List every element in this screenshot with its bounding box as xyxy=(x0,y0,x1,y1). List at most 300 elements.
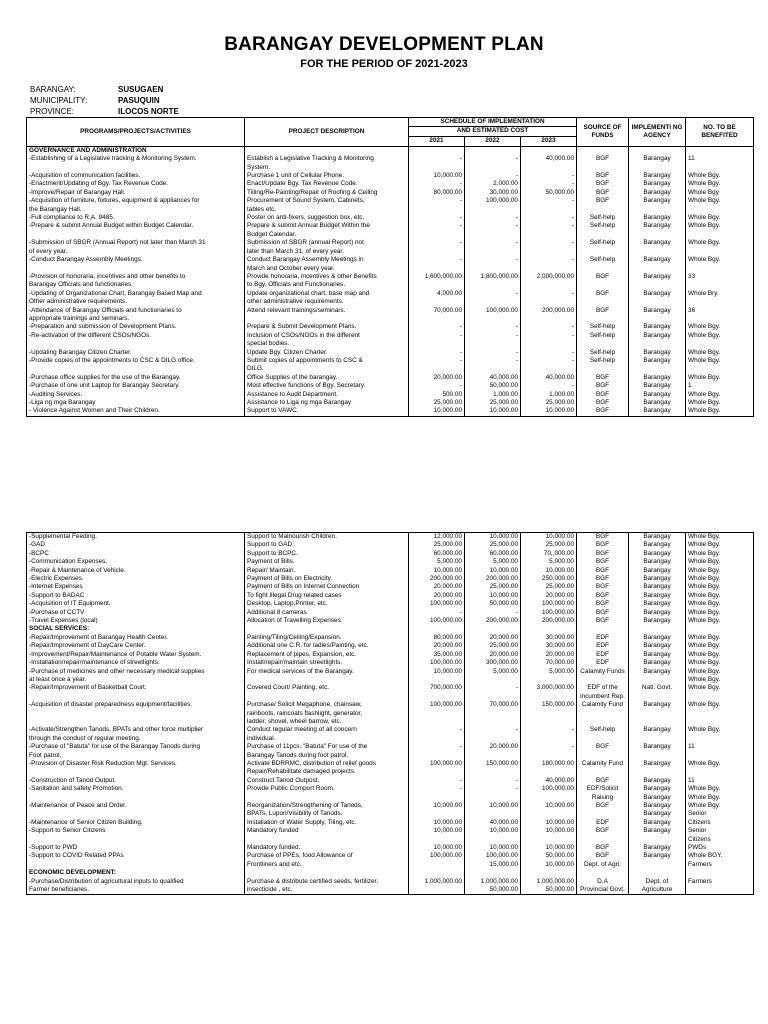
cell-source-of-funds xyxy=(577,340,629,348)
cell-program: -Repair & Maintenance of Vehicle. xyxy=(27,567,245,575)
cell-program: -Maintenance of Peace and Order. xyxy=(27,802,245,810)
cell-cost-2023: 70,000.00 xyxy=(521,659,577,667)
cell-program: -Improve/Repair of Barangay Hall. xyxy=(27,189,245,197)
cell-implementing-agency xyxy=(629,710,686,718)
cell-source-of-funds: EDF xyxy=(577,634,629,642)
cell-cost-2023: 30,000.00 xyxy=(521,634,577,642)
cell-cost-2021: 1,000,000.00 xyxy=(409,878,465,886)
cell-cost-2021 xyxy=(409,735,465,743)
cell-benefited xyxy=(686,886,754,895)
cell-program xyxy=(27,861,245,869)
cell-source-of-funds: BGF xyxy=(577,609,629,617)
cell-cost-2022: 10,000.00 xyxy=(465,567,521,575)
cell-cost-2022: - xyxy=(465,357,521,365)
cell-cost-2022: 10,000.00 xyxy=(465,827,521,835)
cell-program: -Internet Expenses xyxy=(27,583,245,591)
cell-implementing-agency: Barangay xyxy=(629,273,686,281)
cell-cost-2022: - xyxy=(465,785,521,793)
table-row xyxy=(27,743,754,751)
cell-program: -Updating Barangay Citizen Charter. xyxy=(27,349,245,357)
cell-benefited xyxy=(686,206,754,214)
cell-implementing-agency: Barangay xyxy=(629,323,686,331)
cell-description: Submission of SBGR (annual Report) not xyxy=(245,239,409,247)
cell-cost-2023 xyxy=(521,365,577,373)
cell-description: Frontliners and etc. xyxy=(245,861,409,869)
cell-description xyxy=(245,676,409,684)
cell-cost-2022: 2,000.00 xyxy=(465,180,521,188)
cell-cost-2021: - xyxy=(409,222,465,230)
cell-benefited: Whole Bgy. xyxy=(686,802,754,810)
table-row xyxy=(27,256,754,264)
cell-benefited xyxy=(686,718,754,726)
cell-cost-2023: 2,000,000.00 xyxy=(521,273,577,281)
table-row xyxy=(27,726,754,734)
cell-source-of-funds: Provincial Govt. xyxy=(577,886,629,895)
cell-description: Purchase/ Solicit Megaphone, chainsaw, xyxy=(245,701,409,709)
cell-benefited: Whole Bgy. xyxy=(686,180,754,188)
cell-program xyxy=(27,231,245,239)
cell-description: Office Supplies of the barangay. xyxy=(245,374,409,382)
municipality-row xyxy=(30,95,179,106)
cell-benefited xyxy=(686,752,754,760)
cell-cost-2021 xyxy=(409,164,465,172)
cell-cost-2022: 10,000.00 xyxy=(465,802,521,810)
cell-implementing-agency: Barangay xyxy=(629,307,686,315)
cell-cost-2022: - xyxy=(465,609,521,617)
cell-description: Payment of Bills on Electricity. xyxy=(245,575,409,583)
cell-implementing-agency: Barangay xyxy=(629,785,686,793)
cell-cost-2021 xyxy=(409,886,465,895)
cell-cost-2021: - xyxy=(409,197,465,205)
table-row xyxy=(27,146,754,155)
table-row xyxy=(27,810,754,818)
cell-cost-2022: - xyxy=(465,777,521,785)
cell-benefited: Whole Bgy. xyxy=(686,541,754,549)
cell-cost-2023: 10,000.00 xyxy=(521,861,577,869)
cell-source-of-funds: BGF xyxy=(577,600,629,608)
table-row xyxy=(27,407,754,416)
cell-source-of-funds: BGF xyxy=(577,827,629,835)
cell-description: ladder, shovel, wheel barrow, etc. xyxy=(245,718,409,726)
cell-cost-2021 xyxy=(409,298,465,306)
cell-program: -Support to COVID Related PPAs xyxy=(27,852,245,860)
cell-cost-2021: - xyxy=(409,332,465,340)
cell-program: -Provide copies of the appointments to CSC & DILG office. xyxy=(27,357,245,365)
cell-implementing-agency: Barangay xyxy=(629,777,686,785)
cell-implementing-agency: Barangay xyxy=(629,290,686,298)
cell-program: -Acquisition of IT Equipment. xyxy=(27,600,245,608)
cell-cost-2021: - xyxy=(409,180,465,188)
cell-program xyxy=(27,710,245,718)
cell-cost-2021: - xyxy=(409,357,465,365)
cell-source-of-funds: BGF xyxy=(577,777,629,785)
cell-benefited: Whole Bry. xyxy=(686,290,754,298)
cell-program: -Purchase of medicines and other necessary medical supplies xyxy=(27,668,245,676)
cell-cost-2021: 10,000.00 xyxy=(409,844,465,852)
cell-source-of-funds: BGF xyxy=(577,743,629,751)
cell-implementing-agency xyxy=(629,861,686,869)
table-row xyxy=(27,583,754,591)
cell-cost-2022: 25,000.00 xyxy=(465,399,521,407)
cell-cost-2021 xyxy=(409,315,465,323)
table-row xyxy=(27,231,754,239)
table-row xyxy=(27,794,754,802)
cell-program xyxy=(27,265,245,273)
cell-cost-2023 xyxy=(521,676,577,684)
cell-benefited xyxy=(686,281,754,289)
cell-implementing-agency: Barangay xyxy=(629,642,686,650)
cell-cost-2021: 20,000.00 xyxy=(409,583,465,591)
cell-benefited: Whole Bgy. xyxy=(686,701,754,709)
cell-cost-2023: - xyxy=(521,382,577,390)
cell-source-of-funds: EDF xyxy=(577,659,629,667)
cell-source-of-funds: BGF xyxy=(577,852,629,860)
cell-cost-2021: - xyxy=(409,349,465,357)
cell-cost-2021 xyxy=(409,693,465,701)
cell-cost-2022 xyxy=(465,768,521,776)
cell-benefited: Whole Bgy. xyxy=(686,391,754,399)
cell-source-of-funds: BGF xyxy=(577,374,629,382)
table-row xyxy=(27,668,754,676)
cell-benefited: Citizens xyxy=(686,819,754,827)
cell-program: Farmer beneficiaries. xyxy=(27,886,245,895)
cell-program xyxy=(27,164,245,172)
cell-benefited: Whole Bgy. xyxy=(686,676,754,684)
cell-benefited xyxy=(686,146,754,155)
cell-benefited: 11 xyxy=(686,777,754,785)
cell-benefited: Whole Bgy. xyxy=(686,407,754,416)
cell-description: Additional one C.R. for ladies/Painting, etc. xyxy=(245,642,409,650)
cell-benefited xyxy=(686,231,754,239)
cell-implementing-agency: Barangay xyxy=(629,189,686,197)
cell-cost-2021: 700,000.00 xyxy=(409,684,465,692)
cell-cost-2022: 50,000.00 xyxy=(465,600,521,608)
cell-program: -Acquisition of furniture, fixtures, equipment & appliances for xyxy=(27,197,245,205)
cell-program: -Purchase of one unit Laptop for Barangay Secretary. xyxy=(27,382,245,390)
cell-cost-2023: - xyxy=(521,323,577,331)
cell-description: tables etc. xyxy=(245,206,409,214)
cell-benefited: Whole Bgy. xyxy=(686,239,754,247)
cell-cost-2021: - xyxy=(409,785,465,793)
cell-source-of-funds: BGF xyxy=(577,844,629,852)
cell-benefited: Whole Bgy. xyxy=(686,214,754,222)
table-row xyxy=(27,558,754,566)
cell-cost-2023: 10,000.00 xyxy=(521,567,577,575)
cell-description: Conduct regular meeting of all concern xyxy=(245,726,409,734)
table-row xyxy=(27,332,754,340)
cell-program: Barangay Officials and functionaries. xyxy=(27,281,245,289)
cell-cost-2023 xyxy=(521,265,577,273)
cell-cost-2021: 10,000.00 xyxy=(409,827,465,835)
cell-program: -Purchase of CCTV xyxy=(27,609,245,617)
cell-implementing-agency: Barangay xyxy=(629,852,686,860)
cell-source-of-funds: Self-help xyxy=(577,332,629,340)
cell-cost-2023: 40,000.00 xyxy=(521,374,577,382)
cell-benefited xyxy=(686,315,754,323)
cell-source-of-funds: Self-help xyxy=(577,239,629,247)
table-row xyxy=(27,340,754,348)
cell-description: Replacement of pipes, Expansion, etc. xyxy=(245,651,409,659)
cell-description: Update Bgy. Citizen Charter. xyxy=(245,349,409,357)
cell-program xyxy=(27,768,245,776)
cell-program xyxy=(27,340,245,348)
cell-cost-2021: - xyxy=(409,214,465,222)
cell-cost-2021: 100,000.00 xyxy=(409,617,465,625)
cell-implementing-agency xyxy=(629,718,686,726)
cell-cost-2023 xyxy=(521,281,577,289)
cell-cost-2022 xyxy=(465,206,521,214)
cell-source-of-funds: BGF xyxy=(577,172,629,180)
cell-source-of-funds: BGF xyxy=(577,575,629,583)
cell-program: -Establishing of a Legislative tracking & Monitoring System. xyxy=(27,155,245,163)
cell-implementing-agency: Barangay xyxy=(629,600,686,608)
cell-cost-2023 xyxy=(521,164,577,172)
cell-cost-2022: - xyxy=(465,222,521,230)
barangay-value: SUSUGAEN xyxy=(118,85,164,94)
table-row xyxy=(27,609,754,617)
cell-benefited: Whole Bgy xyxy=(686,189,754,197)
cell-cost-2022 xyxy=(465,735,521,743)
cell-description: Reorganization/Strengthening of Tanods, xyxy=(245,802,409,810)
cell-cost-2022: 10,000.00 xyxy=(465,844,521,852)
cell-cost-2023: 40,000.00 xyxy=(521,777,577,785)
cell-benefited: Whole Bgy. xyxy=(686,600,754,608)
cell-cost-2023: 10,000.00 xyxy=(521,819,577,827)
cell-description: Payment of Bills on Internet Connection xyxy=(245,583,409,591)
cell-cost-2022 xyxy=(465,676,521,684)
cell-program: -Liga ng mga Barangay xyxy=(27,399,245,407)
cell-cost-2021: 4,000.00 xyxy=(409,290,465,298)
cell-implementing-agency: Dept. of xyxy=(629,878,686,886)
cell-implementing-agency xyxy=(629,164,686,172)
cell-description: Support to Malnourish Children. xyxy=(245,533,409,542)
table-row xyxy=(27,315,754,323)
cell-program: -Repair/Improvement of DayCare Center. xyxy=(27,642,245,650)
cell-cost-2022: - xyxy=(465,214,521,222)
cell-source-of-funds: incumbent Rep. xyxy=(577,693,629,701)
cell-cost-2022: - xyxy=(465,349,521,357)
cell-cost-2022: 15,000.00 xyxy=(465,861,521,869)
cell-benefited: Whole Bgy. xyxy=(686,349,754,357)
cell-program: -Enactment/Updating of Bgy. Tax Revenue Code. xyxy=(27,180,245,188)
cell-cost-2023: 50,000.00 xyxy=(521,189,577,197)
cell-implementing-agency: Barangay xyxy=(629,541,686,549)
cell-benefited: Whole Bgy. xyxy=(686,558,754,566)
cell-cost-2021: 12,000.00 xyxy=(409,533,465,542)
cell-cost-2022 xyxy=(465,693,521,701)
cell-implementing-agency: Barangay xyxy=(629,659,686,667)
cell-implementing-agency: Barangay xyxy=(629,844,686,852)
cell-cost-2023: 50,000.00 xyxy=(521,886,577,895)
cell-cost-2023: - xyxy=(521,743,577,751)
cell-program: -Maintenance of Senior Citizen Building. xyxy=(27,819,245,827)
cell-description: Barangay Tanods during foot patrol. xyxy=(245,752,409,760)
table-row xyxy=(27,785,754,793)
cell-cost-2023 xyxy=(521,146,577,155)
cell-implementing-agency: Barangay xyxy=(629,567,686,575)
cell-benefited: Whole Bgy. xyxy=(686,256,754,264)
cell-description: Purchase of PPEs, food Allowance of xyxy=(245,852,409,860)
cell-program: -Attendance of Barangay Officials and functionaries to xyxy=(27,307,245,315)
cell-source-of-funds: Calamity Fund xyxy=(577,760,629,768)
cell-implementing-agency: Barangay xyxy=(629,802,686,810)
cell-program: -Supplemental Feeding. xyxy=(27,533,245,542)
cell-cost-2023: 180,000.00 xyxy=(521,760,577,768)
cell-source-of-funds: Self-help xyxy=(577,222,629,230)
table-row xyxy=(27,659,754,667)
cell-benefited: Whole Bgy. xyxy=(686,785,754,793)
province-value: ILOCOS NORTE xyxy=(118,107,179,116)
cell-implementing-agency: Barangay xyxy=(629,197,686,205)
cell-implementing-agency: Barangay xyxy=(629,332,686,340)
cell-implementing-agency: Barangay xyxy=(629,256,686,264)
cell-implementing-agency: Barangay xyxy=(629,533,686,542)
table-row xyxy=(27,718,754,726)
cell-cost-2021: 10,000.00 xyxy=(409,802,465,810)
cell-benefited: Senior xyxy=(686,827,754,835)
cell-program: -Activate/Strengthen Tanods, BPATs and other force multiplier xyxy=(27,726,245,734)
province-row xyxy=(30,106,179,117)
cell-implementing-agency: Natl. Govt. xyxy=(629,684,686,692)
cell-implementing-agency: Barangay xyxy=(629,794,686,802)
cell-cost-2021 xyxy=(409,206,465,214)
cell-cost-2022: - xyxy=(465,726,521,734)
table-row xyxy=(27,802,754,810)
cell-description: Poster on anti-fixers, suggestion box, etc. xyxy=(245,214,409,222)
table-row xyxy=(27,760,754,768)
table-row xyxy=(27,307,754,315)
cell-description: Additional 8 cameras xyxy=(245,609,409,617)
table-row xyxy=(27,189,754,197)
cell-benefited: Whole Bgy. xyxy=(686,222,754,230)
table-row xyxy=(27,592,754,600)
cell-description: Purchase & distribute certified seeds, fertilizer, xyxy=(245,878,409,886)
cell-cost-2021 xyxy=(409,265,465,273)
cell-cost-2023: 100,000.00 xyxy=(521,785,577,793)
cell-cost-2021: 100,000.00 xyxy=(409,659,465,667)
cell-cost-2023 xyxy=(521,231,577,239)
table-row xyxy=(27,886,754,895)
table-row xyxy=(27,827,754,835)
cell-implementing-agency xyxy=(629,768,686,776)
cell-cost-2023: 20,000.00 xyxy=(521,592,577,600)
cell-cost-2021 xyxy=(409,861,465,869)
cell-cost-2022: 200,000.00 xyxy=(465,575,521,583)
cell-benefited xyxy=(686,248,754,256)
cell-cost-2022 xyxy=(465,718,521,726)
header-source: SOURCE OF FUNDS xyxy=(577,118,629,147)
header-description: PROJECT DESCRIPTION xyxy=(245,118,409,147)
cell-benefited: Senior xyxy=(686,810,754,818)
cell-cost-2021: 25,000.00 xyxy=(409,399,465,407)
cell-description: Submit copies of appointments to CSC & xyxy=(245,357,409,365)
cell-cost-2022 xyxy=(465,340,521,348)
cell-cost-2021: - xyxy=(409,777,465,785)
cell-cost-2022 xyxy=(465,248,521,256)
cell-benefited xyxy=(686,693,754,701)
table-row xyxy=(27,391,754,399)
cell-cost-2021: - xyxy=(409,609,465,617)
cell-benefited: Citizens xyxy=(686,836,754,844)
cell-implementing-agency: Barangay xyxy=(629,743,686,751)
cell-source-of-funds xyxy=(577,365,629,373)
cell-cost-2022: 200,000.00 xyxy=(465,617,521,625)
cell-benefited: Whole Bgy. xyxy=(686,659,754,667)
cell-cost-2022: 5,000.00 xyxy=(465,668,521,676)
cell-description: Support to BCPC. xyxy=(245,550,409,558)
table-row xyxy=(27,164,754,172)
cell-implementing-agency xyxy=(629,206,686,214)
table-row xyxy=(27,399,754,407)
cell-cost-2022 xyxy=(465,281,521,289)
cell-implementing-agency: Barangay xyxy=(629,575,686,583)
document-title: BARANGAY DEVELOPMENT PLAN xyxy=(224,34,544,55)
cell-cost-2022 xyxy=(465,836,521,844)
cell-implementing-agency: Barangay xyxy=(629,357,686,365)
cell-program: -Preparation and submission of Development Plans. xyxy=(27,323,245,331)
cell-implementing-agency: Barangay xyxy=(629,827,686,835)
table-row xyxy=(27,684,754,692)
cell-program xyxy=(27,693,245,701)
cell-description: Desktop, Laptop,Printer, etc. xyxy=(245,600,409,608)
cell-implementing-agency: Barangay xyxy=(629,155,686,163)
cell-source-of-funds: Self-help xyxy=(577,357,629,365)
cell-source-of-funds: BGF xyxy=(577,541,629,549)
cell-source-of-funds: Dept. of Agri. xyxy=(577,861,629,869)
cell-benefited: 36 xyxy=(686,307,754,315)
cell-cost-2023: 250,000.00 xyxy=(521,575,577,583)
cell-description: Mandatory funded. xyxy=(245,844,409,852)
cell-description: Allocation of Travelling Expenses xyxy=(245,617,409,625)
cell-description: Install/repair/maintain streetlights. xyxy=(245,659,409,667)
location-info xyxy=(30,84,179,117)
cell-cost-2021: 100,000.00 xyxy=(409,760,465,768)
cell-cost-2022: 20,000.00 xyxy=(465,743,521,751)
cell-implementing-agency: Barangay xyxy=(629,810,686,818)
cell-cost-2022 xyxy=(465,164,521,172)
cell-program: -Re-activation of the different CSOs/NGOs. xyxy=(27,332,245,340)
cell-cost-2023: - xyxy=(521,332,577,340)
cell-cost-2022 xyxy=(465,265,521,273)
cell-cost-2021: 70,000.00 xyxy=(409,307,465,315)
cell-description: Tiiling/Re-Painting/Repair of Roofing & Ceiling xyxy=(245,189,409,197)
cell-description: special bodies. xyxy=(245,340,409,348)
cell-benefited: Whole Bgy. xyxy=(686,332,754,340)
cell-source-of-funds: Self-help xyxy=(577,256,629,264)
cell-cost-2021: - xyxy=(409,239,465,247)
table-row xyxy=(27,533,754,542)
cell-implementing-agency: Barangay xyxy=(629,407,686,416)
table-row xyxy=(27,374,754,382)
cell-cost-2021: 80,000.00 xyxy=(409,634,465,642)
cell-cost-2023: 10,000.00 xyxy=(521,827,577,835)
cell-cost-2022: 40,000.00 xyxy=(465,819,521,827)
cell-cost-2022: - xyxy=(465,256,521,264)
cell-cost-2021 xyxy=(409,869,465,877)
barangay-row xyxy=(30,84,179,95)
cell-benefited: Whole Bgy. xyxy=(686,760,754,768)
cell-cost-2021: - xyxy=(409,155,465,163)
cell-implementing-agency: Barangay xyxy=(629,214,686,222)
cell-description: Purchase 1 unit of Cellular Phone. xyxy=(245,172,409,180)
cell-cost-2023: 150,000.00 xyxy=(521,701,577,709)
cell-implementing-agency xyxy=(629,248,686,256)
cell-source-of-funds: BGF xyxy=(577,382,629,390)
table-row xyxy=(27,625,754,633)
cell-cost-2023: - xyxy=(521,180,577,188)
cell-cost-2021 xyxy=(409,248,465,256)
cell-implementing-agency: Barangay xyxy=(629,592,686,600)
